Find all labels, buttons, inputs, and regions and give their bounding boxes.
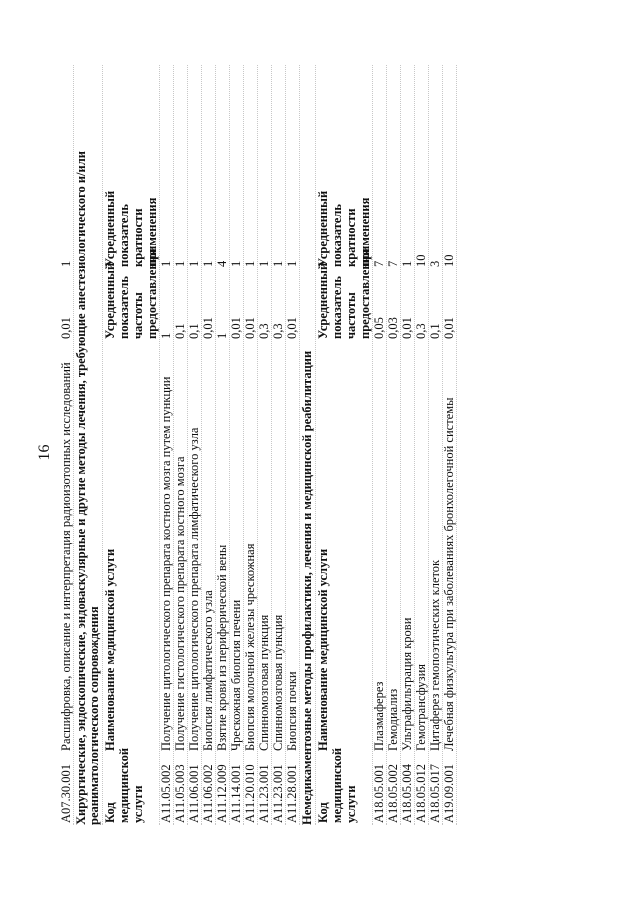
service-name: Спинномозговая пункция <box>257 614 271 751</box>
frequency-value: 1 <box>159 332 173 339</box>
multiplicity-value: 10 <box>414 254 428 267</box>
service-name: Получение гистологического препарата костного мозга <box>173 456 187 751</box>
service-name: Гемодиализ <box>386 688 400 751</box>
frequency-value: 0,3 <box>414 323 428 339</box>
service-code: A11.23.001 <box>257 764 271 823</box>
table-row <box>216 65 230 825</box>
service-code: A18.05.012 <box>414 763 428 823</box>
frequency-value: 1 <box>215 332 229 339</box>
multiplicity-value: Усредненный показатель кратности применения <box>103 190 159 267</box>
service-code: Код медицинской услуги <box>103 747 145 823</box>
multiplicity-value: 10 <box>442 254 456 267</box>
service-code: A07.30.001 <box>59 763 73 823</box>
service-code: Код медицинской услуги <box>316 747 358 823</box>
service-code: A11.20.010 <box>243 764 257 823</box>
frequency-value: 0,01 <box>59 317 73 339</box>
frequency-value: 0,3 <box>271 323 285 339</box>
frequency-value: 0,03 <box>386 317 400 339</box>
frequency-value: 0,01 <box>201 317 215 339</box>
table-row <box>174 65 188 825</box>
table-row <box>415 65 429 825</box>
service-code: A11.06.002 <box>201 764 215 823</box>
multiplicity-value: 1 <box>229 260 243 267</box>
multiplicity-value: 1 <box>173 260 187 267</box>
service-name: Получение цитологического препарата костного мозга путем пункции <box>159 376 173 751</box>
multiplicity-value: 1 <box>400 260 414 267</box>
frequency-value: 0,1 <box>187 323 201 339</box>
multiplicity-value: 3 <box>428 260 442 267</box>
multiplicity-value: Усредненный показатель кратности применения <box>316 190 372 267</box>
service-code: A19.09.001 <box>442 763 456 823</box>
frequency-value: 0,1 <box>173 323 187 339</box>
service-name: Цитаферез гемопоэтических клеток <box>428 559 442 751</box>
table-row <box>160 65 174 825</box>
table-row <box>60 65 74 825</box>
service-name: Биопсия молочной железы чрескожная <box>243 543 257 751</box>
table-row <box>188 65 202 825</box>
service-code: A18.05.004 <box>400 763 414 823</box>
table-row <box>258 65 272 825</box>
service-name: Ультрафильтрация крови <box>400 617 414 751</box>
service-code: A11.28.001 <box>285 764 299 823</box>
page-number: 16 <box>36 444 53 461</box>
service-name: Получение цитологического препарата лимфатического узла <box>187 427 201 751</box>
multiplicity-value: 1 <box>201 260 215 267</box>
frequency-value: 0,01 <box>229 317 243 339</box>
frequency-value: Усредненный показатель частоты предоставления <box>103 248 159 339</box>
multiplicity-value: 4 <box>215 260 229 267</box>
frequency-value: 0,01 <box>285 317 299 339</box>
table-row <box>401 65 415 825</box>
table-header <box>316 65 373 825</box>
service-name: Чрескожная биопсия печени <box>229 599 243 751</box>
table-row <box>286 65 300 825</box>
table-row <box>244 65 258 825</box>
multiplicity-value: 7 <box>386 260 400 267</box>
table-row <box>387 65 401 825</box>
multiplicity-value: 1 <box>59 260 73 267</box>
table-row <box>443 65 457 825</box>
frequency-value: 0,01 <box>400 317 414 339</box>
section-title: Хирургические, эндоскопические, эндоваскулярные и другие методы лечения, требующие анестезиологического и/или реаниматологического сопровождения <box>74 65 103 825</box>
service-code: A18.05.002 <box>386 763 400 823</box>
service-name: Плазмаферез <box>372 681 386 751</box>
frequency-value: 0,01 <box>442 317 456 339</box>
service-name: Спинномозговая пункция <box>271 614 285 751</box>
service-name: Гемотрансфузия <box>414 663 428 751</box>
multiplicity-value: 1 <box>187 260 201 267</box>
table-row <box>429 65 443 825</box>
service-code: A18.05.001 <box>372 763 386 823</box>
table-row <box>272 65 286 825</box>
frequency-value: Усредненный показатель частоты предоставления <box>316 248 372 339</box>
service-name: Наименование медицинской услуги <box>316 548 330 751</box>
frequency-value: 0,3 <box>257 323 271 339</box>
service-name: Биопсия лимфатического узла <box>201 590 215 751</box>
frequency-value: 0,1 <box>428 323 442 339</box>
section-title: Немедикаментозные методы профилактики, лечения и медицинской реабилитации <box>300 65 316 825</box>
multiplicity-value: 1 <box>243 260 257 267</box>
frequency-value: 0,01 <box>243 317 257 339</box>
multiplicity-value: 1 <box>285 260 299 267</box>
table-header <box>103 65 160 825</box>
multiplicity-value: 1 <box>159 260 173 267</box>
service-code: A11.05.003 <box>173 764 187 823</box>
service-name: Расшифровка, описание и интерпретация радиоизотопных исследований <box>59 362 73 751</box>
service-name: Наименование медицинской услуги <box>103 548 117 751</box>
services-table <box>60 65 457 825</box>
table-row <box>230 65 244 825</box>
service-code: A11.05.002 <box>159 764 173 823</box>
multiplicity-value: 1 <box>271 260 285 267</box>
table-row <box>202 65 216 825</box>
service-code: A11.12.009 <box>215 764 229 823</box>
multiplicity-value: 1 <box>257 260 271 267</box>
service-name: Взятие крови из периферической вены <box>215 544 229 751</box>
service-code: A11.23.001 <box>271 764 285 823</box>
frequency-value: 0,05 <box>372 317 386 339</box>
service-code: A18.05.017 <box>428 763 442 823</box>
service-name: Биопсия почки <box>285 671 299 751</box>
service-code: A11.14.001 <box>229 764 243 823</box>
multiplicity-value: 7 <box>372 260 386 267</box>
table-row <box>373 65 387 825</box>
service-name: Лечебная физкультура при заболеваниях бронхолегочной системы <box>442 397 456 751</box>
service-code: A11.06.001 <box>187 764 201 823</box>
